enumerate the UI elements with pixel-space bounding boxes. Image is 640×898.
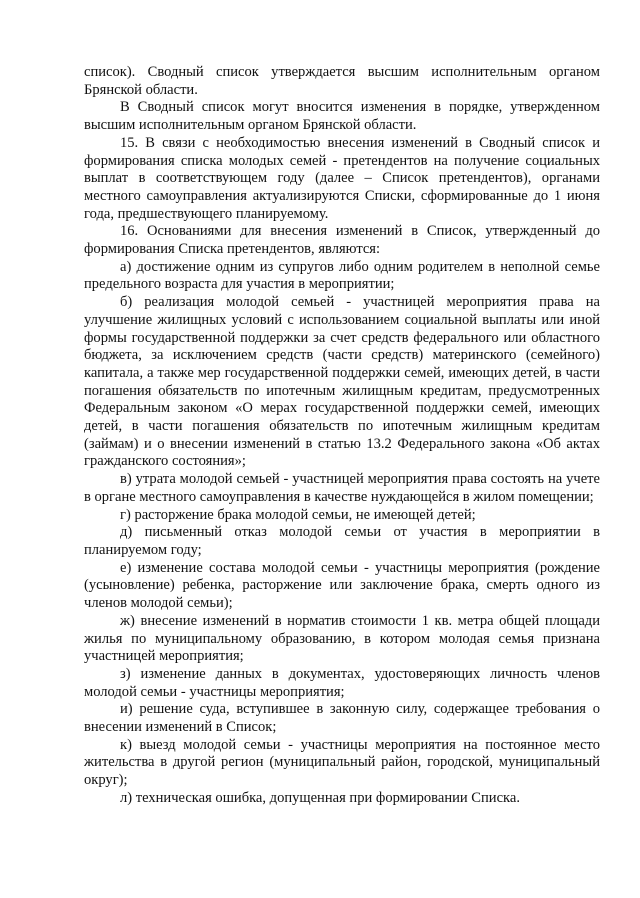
paragraph-16: 16. Основаниями для внесения изменений в Список, утвержденный до формирования Списка претендентов, являются: xyxy=(84,223,600,258)
item-d: д) письменный отказ молодой семьи от участия в мероприятии в планируемом году; xyxy=(84,524,600,558)
paragraph-list-approval: список). Сводный список утверждается высшим исполнительным органом Брянской области. xyxy=(84,64,600,98)
item-g: г) расторжение брака молодой семьи, не имеющей детей; xyxy=(120,506,476,523)
item-l: л) техническая ошибка, допущенная при формировании Списка. xyxy=(120,789,520,806)
document-page xyxy=(84,64,600,808)
item-k: к) выезд молодой семьи - участницы мероприятия на постоянное место жительства в другой регион (муниципальный район, городской, муниципальный округ); xyxy=(84,736,600,789)
item-z: з) изменение данных в документах, удостоверяющих личность членов молодой семьи - участницы мероприятия; xyxy=(84,665,600,700)
item-v: в) утрата молодой семьей - участницей мероприятия права состоять на учете в органе местного самоуправления в качестве нуждающейся в жилом помещении; xyxy=(84,471,600,505)
item-zh: ж) внесение изменений в норматив стоимости 1 кв. метра общей площади жилья по муниципальному образованию, в котором молодая семья признана участницей мероприятия; xyxy=(84,612,600,665)
item-a: а) достижение одним из супругов либо одним родителем в неполной семье предельного возраста для участия в мероприятии; xyxy=(84,258,600,293)
item-e: е) изменение состава молодой семьи - участницы мероприятия (рождение (усыновление) ребенка, расторжение или заключение брака, смерть одного из членов молодой семьи); xyxy=(84,559,600,612)
paragraph-15: 15. В связи с необходимостью внесения изменений в Сводный список и формирования списка молодых семей - претендентов на получение социальных выплат в соответствующем году (далее – Список претендентов), органами местного самоуправления актуализируются Списки, сформированные до 1 июня года, предшествующего планируемому. xyxy=(84,134,600,222)
item-b: б) реализация молодой семьей - участницей мероприятия права на улучшение жилищных условий с использованием социальной выплаты или иной формы государственной поддержки за счет средств федерального или областного бюджета, за исключением средств (части средств) материнского (семейного) капитала, а также мер государственной поддержки семей, имеющих детей, в части погашения обязательств по ипотечным жилищным кредитам, предусмотренных Федеральным законом «О мерах государственной поддержки семей, имеющих детей, в части погашения обязательств по ипотечным жилищным кредитам (займам) и о внесении изменений в статью 13.2 Федерального закона «Об актах гражданского состояния»; xyxy=(84,294,600,470)
item-i: и) решение суда, вступившее в законную силу, содержащее требования о внесении изменений в Список; xyxy=(84,701,600,736)
paragraph-list-changes: В Сводный список могут вносится изменения в порядке, утвержденном высшим исполнительным органом Брянской области. xyxy=(84,99,600,134)
